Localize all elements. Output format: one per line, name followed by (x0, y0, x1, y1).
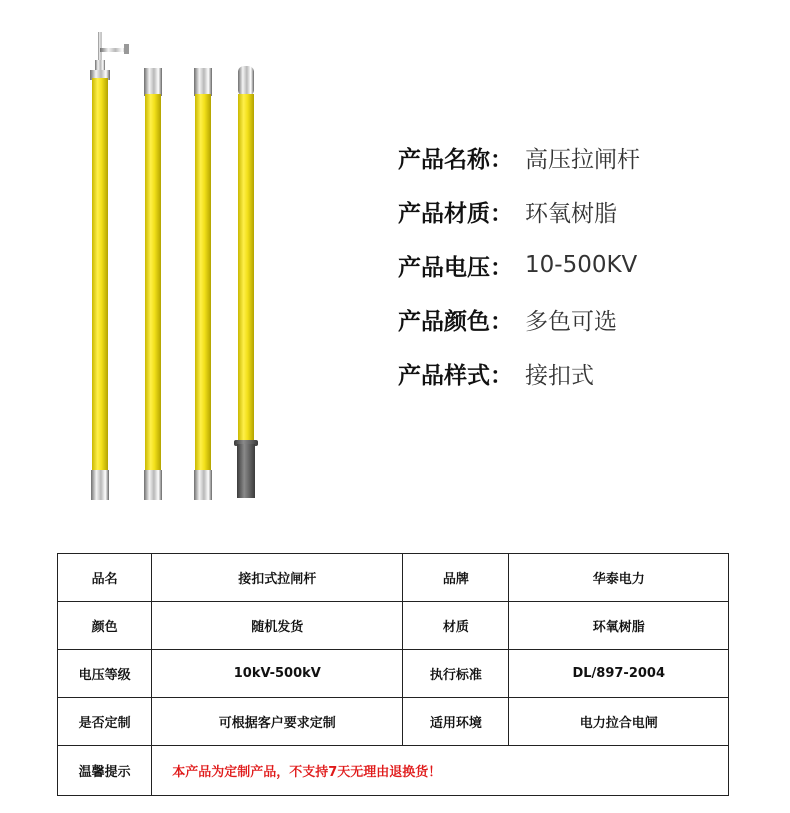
table-cell: 品名 (58, 554, 152, 602)
notice-label: 温馨提示 (58, 746, 152, 796)
table-cell: 10kV-500kV (152, 650, 403, 698)
pole-section-3 (194, 68, 212, 500)
pole-section-handle (234, 66, 258, 498)
table-cell: 是否定制 (58, 698, 152, 746)
table-cell: 颜色 (58, 602, 152, 650)
table-cell: 可根据客户要求定制 (152, 698, 403, 746)
table-cell: 环氧树脂 (509, 602, 729, 650)
table-row (58, 698, 729, 746)
product-image (60, 30, 300, 510)
pole-section-2 (144, 68, 162, 500)
pole-section-hook (90, 32, 129, 500)
table-cell: 材质 (403, 602, 509, 650)
table-cell: 随机发货 (152, 602, 403, 650)
product-info-table (57, 553, 729, 796)
table-row (58, 650, 729, 698)
table-cell: DL/897-2004 (509, 650, 729, 698)
spec-voltage: 产品电压： 10-500KV (398, 252, 638, 281)
table-cell: 适用环境 (403, 698, 509, 746)
table-cell: 电力拉合电闸 (509, 698, 729, 746)
table-row (58, 602, 729, 650)
spec-material: 产品材质： 环氧树脂 (398, 200, 617, 227)
table-cell: 品牌 (403, 554, 509, 602)
spec-style: 产品样式： 接扣式 (398, 362, 594, 389)
notice-text: 本产品为定制产品，不支持7天无理由退换货！ (152, 746, 729, 796)
table-cell: 电压等级 (58, 650, 152, 698)
spec-color: 产品颜色： 多色可选 (398, 308, 617, 335)
spec-name: 产品名称： 高压拉闸杆 (398, 146, 640, 173)
spec-list (398, 130, 640, 400)
table-cell: 华泰电力 (509, 554, 729, 602)
table-cell: 执行标准 (403, 650, 509, 698)
table-row-notice (58, 746, 729, 796)
table-row (58, 554, 729, 602)
table-cell: 接扣式拉闸杆 (152, 554, 403, 602)
